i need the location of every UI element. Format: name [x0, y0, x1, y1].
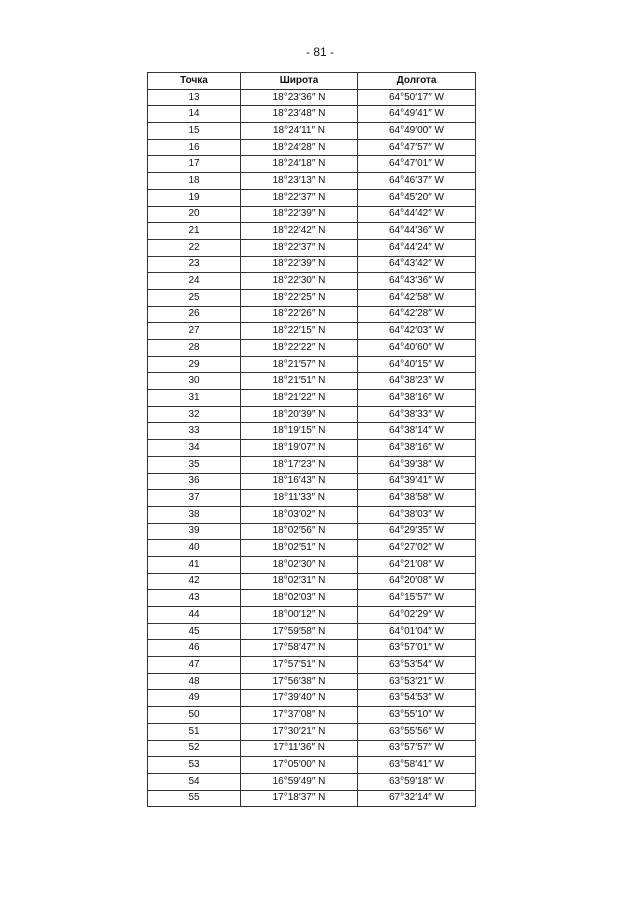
latitude-cell: 16°59′49″ N	[241, 773, 358, 790]
point-cell: 43	[148, 590, 241, 607]
latitude-cell: 18°24′28″ N	[241, 139, 358, 156]
latitude-cell: 17°11′36″ N	[241, 740, 358, 757]
table-row	[148, 256, 476, 273]
point-cell: 55	[148, 790, 241, 807]
longitude-cell: 64°44′24″ W	[358, 239, 476, 256]
point-cell: 30	[148, 373, 241, 390]
longitude-cell: 64°39′38″ W	[358, 456, 476, 473]
latitude-cell: 17°57′51″ N	[241, 657, 358, 674]
point-cell: 52	[148, 740, 241, 757]
table-row	[148, 123, 476, 140]
table-row	[148, 607, 476, 624]
point-cell: 34	[148, 440, 241, 457]
latitude-cell: 18°02′30″ N	[241, 556, 358, 573]
longitude-cell: 64°43′36″ W	[358, 273, 476, 290]
latitude-cell: 18°24′11″ N	[241, 123, 358, 140]
longitude-cell: 64°43′42″ W	[358, 256, 476, 273]
column-header-latitude: Широта	[241, 73, 358, 90]
latitude-cell: 18°24′18″ N	[241, 156, 358, 173]
longitude-cell: 64°49′41″ W	[358, 106, 476, 123]
point-cell: 28	[148, 340, 241, 357]
latitude-cell: 18°02′03″ N	[241, 590, 358, 607]
longitude-cell: 63°54′53″ W	[358, 690, 476, 707]
table-row	[148, 440, 476, 457]
latitude-cell: 18°02′56″ N	[241, 523, 358, 540]
point-cell: 38	[148, 506, 241, 523]
longitude-cell: 64°39′41″ W	[358, 473, 476, 490]
point-cell: 35	[148, 456, 241, 473]
longitude-cell: 63°57′57″ W	[358, 740, 476, 757]
table-row	[148, 790, 476, 807]
latitude-cell: 18°22′15″ N	[241, 323, 358, 340]
table-row	[148, 657, 476, 674]
longitude-cell: 64°44′36″ W	[358, 223, 476, 240]
table-row	[148, 640, 476, 657]
latitude-cell: 18°11′33″ N	[241, 490, 358, 507]
table-body	[148, 89, 476, 807]
table-header-row	[148, 73, 476, 90]
longitude-cell: 64°38′16″ W	[358, 440, 476, 457]
latitude-cell: 18°16′43″ N	[241, 473, 358, 490]
longitude-cell: 64°29′35″ W	[358, 523, 476, 540]
point-cell: 14	[148, 106, 241, 123]
latitude-cell: 18°03′02″ N	[241, 506, 358, 523]
longitude-cell: 64°44′42″ W	[358, 206, 476, 223]
table-row	[148, 289, 476, 306]
latitude-cell: 18°22′25″ N	[241, 289, 358, 306]
longitude-cell: 63°55′56″ W	[358, 723, 476, 740]
latitude-cell: 18°22′39″ N	[241, 256, 358, 273]
table-header	[148, 73, 476, 90]
longitude-cell: 64°15′57″ W	[358, 590, 476, 607]
latitude-cell: 18°21′57″ N	[241, 356, 358, 373]
latitude-cell: 17°56′38″ N	[241, 673, 358, 690]
latitude-cell: 18°21′22″ N	[241, 390, 358, 407]
point-cell: 29	[148, 356, 241, 373]
table-row	[148, 540, 476, 557]
longitude-cell: 64°47′57″ W	[358, 139, 476, 156]
longitude-cell: 64°45′20″ W	[358, 189, 476, 206]
latitude-cell: 18°02′31″ N	[241, 573, 358, 590]
latitude-cell: 18°22′30″ N	[241, 273, 358, 290]
point-cell: 54	[148, 773, 241, 790]
longitude-cell: 64°38′16″ W	[358, 390, 476, 407]
point-cell: 13	[148, 89, 241, 106]
latitude-cell: 18°22′37″ N	[241, 189, 358, 206]
point-cell: 44	[148, 607, 241, 624]
table-row	[148, 206, 476, 223]
latitude-cell: 17°05′00″ N	[241, 757, 358, 774]
latitude-cell: 18°23′36″ N	[241, 89, 358, 106]
table-row	[148, 340, 476, 357]
table-row	[148, 423, 476, 440]
table-row	[148, 406, 476, 423]
latitude-cell: 18°22′22″ N	[241, 340, 358, 357]
table-row	[148, 490, 476, 507]
table-row	[148, 723, 476, 740]
latitude-cell: 18°22′39″ N	[241, 206, 358, 223]
longitude-cell: 64°38′14″ W	[358, 423, 476, 440]
table-row	[148, 156, 476, 173]
latitude-cell: 18°00′12″ N	[241, 607, 358, 624]
table-row	[148, 173, 476, 190]
latitude-cell: 17°59′58″ N	[241, 623, 358, 640]
longitude-cell: 64°38′23″ W	[358, 373, 476, 390]
point-cell: 45	[148, 623, 241, 640]
longitude-cell: 64°02′29″ W	[358, 607, 476, 624]
latitude-cell: 17°58′47″ N	[241, 640, 358, 657]
point-cell: 40	[148, 540, 241, 557]
longitude-cell: 64°20′08″ W	[358, 573, 476, 590]
table-row	[148, 89, 476, 106]
longitude-cell: 64°40′60″ W	[358, 340, 476, 357]
longitude-cell: 63°55′10″ W	[358, 707, 476, 724]
table-row	[148, 773, 476, 790]
table-row	[148, 456, 476, 473]
point-cell: 33	[148, 423, 241, 440]
latitude-cell: 18°19′15″ N	[241, 423, 358, 440]
longitude-cell: 64°47′01″ W	[358, 156, 476, 173]
table-row	[148, 306, 476, 323]
latitude-cell: 18°22′37″ N	[241, 239, 358, 256]
point-cell: 23	[148, 256, 241, 273]
table-row	[148, 139, 476, 156]
longitude-cell: 64°38′33″ W	[358, 406, 476, 423]
column-header-point: Точка	[148, 73, 241, 90]
table-row	[148, 273, 476, 290]
point-cell: 48	[148, 673, 241, 690]
point-cell: 21	[148, 223, 241, 240]
table-row	[148, 690, 476, 707]
table-row	[148, 323, 476, 340]
point-cell: 26	[148, 306, 241, 323]
point-cell: 42	[148, 573, 241, 590]
table-row	[148, 623, 476, 640]
point-cell: 32	[148, 406, 241, 423]
point-cell: 31	[148, 390, 241, 407]
point-cell: 47	[148, 657, 241, 674]
table-row	[148, 590, 476, 607]
latitude-cell: 17°18′37″ N	[241, 790, 358, 807]
table-row	[148, 356, 476, 373]
table-row	[148, 506, 476, 523]
longitude-cell: 67°32′14″ W	[358, 790, 476, 807]
table-row	[148, 223, 476, 240]
table-row	[148, 239, 476, 256]
page-number: - 81 -	[305, 45, 334, 59]
latitude-cell: 18°02′51″ N	[241, 540, 358, 557]
point-cell: 20	[148, 206, 241, 223]
longitude-cell: 63°57′01″ W	[358, 640, 476, 657]
longitude-cell: 64°01′04″ W	[358, 623, 476, 640]
point-cell: 37	[148, 490, 241, 507]
longitude-cell: 64°42′28″ W	[358, 306, 476, 323]
point-cell: 50	[148, 707, 241, 724]
point-cell: 49	[148, 690, 241, 707]
point-cell: 39	[148, 523, 241, 540]
table-row	[148, 390, 476, 407]
longitude-cell: 64°38′58″ W	[358, 490, 476, 507]
latitude-cell: 18°23′13″ N	[241, 173, 358, 190]
point-cell: 27	[148, 323, 241, 340]
longitude-cell: 64°46′37″ W	[358, 173, 476, 190]
table-row	[148, 189, 476, 206]
column-header-longitude: Долгота	[358, 73, 476, 90]
point-cell: 53	[148, 757, 241, 774]
point-cell: 24	[148, 273, 241, 290]
latitude-cell: 17°39′40″ N	[241, 690, 358, 707]
longitude-cell: 64°21′08″ W	[358, 556, 476, 573]
point-cell: 16	[148, 139, 241, 156]
latitude-cell: 18°23′48″ N	[241, 106, 358, 123]
longitude-cell: 64°38′03″ W	[358, 506, 476, 523]
point-cell: 18	[148, 173, 241, 190]
longitude-cell: 64°42′58″ W	[358, 289, 476, 306]
point-cell: 36	[148, 473, 241, 490]
latitude-cell: 18°20′39″ N	[241, 406, 358, 423]
point-cell: 51	[148, 723, 241, 740]
point-cell: 46	[148, 640, 241, 657]
table-row	[148, 573, 476, 590]
longitude-cell: 63°59′18″ W	[358, 773, 476, 790]
point-cell: 41	[148, 556, 241, 573]
table-row	[148, 707, 476, 724]
latitude-cell: 17°37′08″ N	[241, 707, 358, 724]
latitude-cell: 17°30′21″ N	[241, 723, 358, 740]
latitude-cell: 18°19′07″ N	[241, 440, 358, 457]
latitude-cell: 18°22′26″ N	[241, 306, 358, 323]
point-cell: 17	[148, 156, 241, 173]
longitude-cell: 64°49′00″ W	[358, 123, 476, 140]
longitude-cell: 64°42′03″ W	[358, 323, 476, 340]
latitude-cell: 18°17′23″ N	[241, 456, 358, 473]
point-cell: 25	[148, 289, 241, 306]
table-row	[148, 523, 476, 540]
longitude-cell: 63°58′41″ W	[358, 757, 476, 774]
point-cell: 19	[148, 189, 241, 206]
table-row	[148, 106, 476, 123]
point-cell: 22	[148, 239, 241, 256]
longitude-cell: 64°50′17″ W	[358, 89, 476, 106]
coordinates-table	[147, 72, 476, 807]
table-row	[148, 473, 476, 490]
point-cell: 15	[148, 123, 241, 140]
table-row	[148, 673, 476, 690]
latitude-cell: 18°22′42″ N	[241, 223, 358, 240]
longitude-cell: 63°53′21″ W	[358, 673, 476, 690]
table-row	[148, 757, 476, 774]
table-row	[148, 556, 476, 573]
longitude-cell: 64°40′15″ W	[358, 356, 476, 373]
longitude-cell: 64°27′02″ W	[358, 540, 476, 557]
latitude-cell: 18°21′51″ N	[241, 373, 358, 390]
table-row	[148, 373, 476, 390]
table-row	[148, 740, 476, 757]
longitude-cell: 63°53′54″ W	[358, 657, 476, 674]
